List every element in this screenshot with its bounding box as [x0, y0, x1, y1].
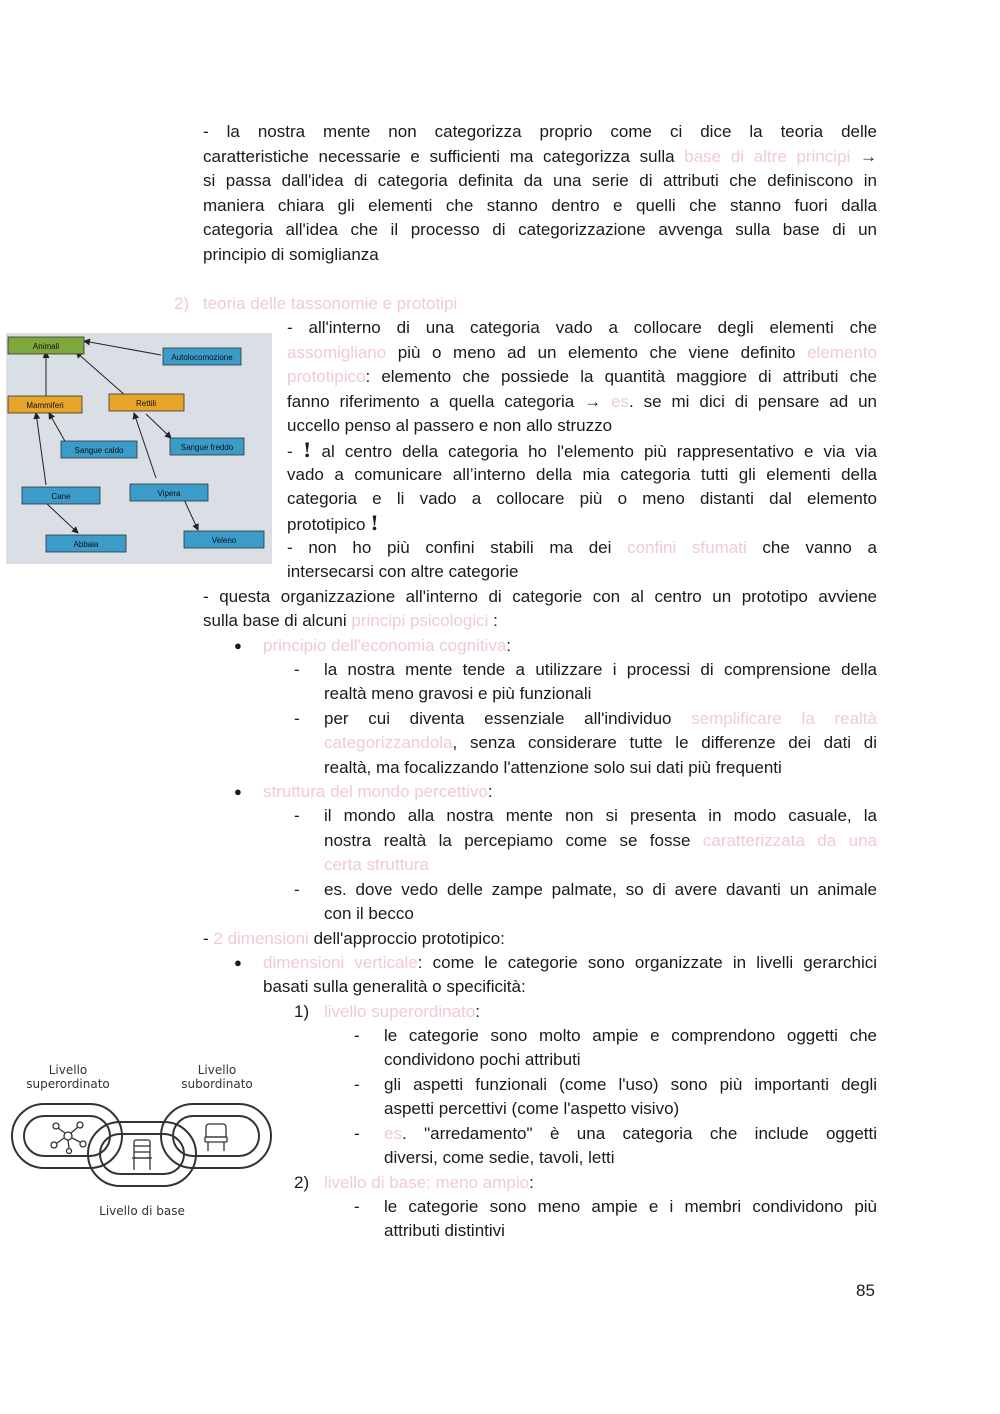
bullet-dot: ●: [234, 955, 242, 970]
section2-title: teoria delle tassonomie e prototipi: [203, 294, 458, 313]
proto-line2: assomigliano più o meno ad un elemento che viene definito elemento: [287, 343, 877, 362]
proto-line6: - ! al centro della categoria ho l'elemento più rappresentativo e via via: [287, 438, 878, 462]
dash-marker: -: [354, 1124, 360, 1143]
bullet1-dash1-line2: realtà meno gravosi e più funzionali: [324, 684, 592, 703]
chain-link-left: [12, 1104, 122, 1168]
proto-line5: uccello penso al passero e non allo struzzo: [287, 416, 613, 435]
dash-marker: -: [294, 660, 300, 679]
proto-line4: fanno riferimento a quella categoria → es. se mi dici di pensare ad un: [287, 392, 877, 411]
para1-line5: categoria all'idea che il processo di categorizzazione avvenga sulla base di un: [203, 220, 877, 239]
dash-marker: -: [294, 880, 300, 899]
bullet2-label: struttura del mondo percettivo:: [263, 782, 493, 801]
bullet-dot: ●: [234, 784, 242, 799]
svg-text:Sangue caldo: Sangue caldo: [74, 446, 124, 455]
node-autolocomozione: [163, 348, 241, 365]
dash-marker: -: [294, 806, 300, 825]
svg-text:Abbaia: Abbaia: [73, 540, 99, 549]
level2-dash1-line2: attributi distintivi: [384, 1221, 505, 1240]
level2-dash1-line1: le categorie sono meno ampie e i membri condividono più: [384, 1197, 877, 1216]
level1-number: 1): [294, 1002, 310, 1021]
basic-level-label: Livello di base: [99, 1204, 185, 1218]
bullet2-dash2-line2: con il becco: [324, 904, 414, 923]
proto-line9: prototipico !: [287, 511, 379, 535]
proto-line1: - all'interno di una categoria vado a collocare degli elementi che: [287, 318, 877, 337]
node-vipera: [130, 484, 208, 501]
bullet1-dash1-line1: la nostra mente tende a utilizzare i processi di comprensione della: [324, 660, 877, 679]
levels-chain-diagram: [6, 1058, 276, 1228]
section2-number: 2): [174, 294, 190, 313]
org-line1: - questa organizzazione all'interno di categorie con al centro un prototipo avviene: [203, 587, 877, 606]
bullet2-dash2-line1: es. dove vedo delle zampe palmate, so di avere davanti un animale: [324, 880, 877, 899]
level1-dash2-line1: gli aspetti funzionali (come l'uso) sono più importanti degli: [384, 1075, 877, 1094]
para1-line4: maniera chiara gli elementi che stanno dentro e quelli che stanno fuori dalla: [203, 196, 877, 215]
proto-line7: vado a comunicare all’interno della mia categoria tutti gli elementi della: [287, 465, 877, 484]
node-cane: [22, 487, 100, 504]
bullet2-dash1-line1: il mondo alla nostra mente non si presenta in modo casuale, la: [324, 806, 877, 825]
svg-text:Rettili: Rettili: [135, 399, 157, 408]
level1-dash1-line2: condividono pochi attributi: [384, 1050, 581, 1069]
taxonomy-diagram: [6, 333, 272, 564]
level1-dash3-line2: diversi, come sedie, tavoli, letti: [384, 1148, 615, 1167]
svg-text:Autolocomozione: Autolocomozione: [171, 353, 233, 362]
svg-text:Animali: Animali: [32, 342, 60, 351]
node-abbaia: [46, 535, 126, 552]
level2-number: 2): [294, 1173, 310, 1192]
node-mammiferi: [8, 396, 82, 413]
bullet2-dash1-line2: nostra realtà la percepiamo come se fosse caratterizzata da una: [324, 831, 877, 850]
subordinate-label-line1: Livello: [197, 1063, 237, 1077]
page-number: 85: [856, 1281, 875, 1300]
dash-marker: -: [354, 1197, 360, 1216]
para1-line3: si passa dall'idea di categoria definita da una serie di attributi che definiscono in: [203, 171, 877, 190]
level1-dash2-line2: aspetti percettivi (come l'aspetto visivo): [384, 1099, 680, 1118]
para1-line6: principio di somiglianza: [203, 245, 379, 264]
svg-text:Veleno: Veleno: [211, 536, 237, 545]
subordinate-label-line2: subordinato: [181, 1077, 253, 1091]
bullet1-dash2-line1: per cui diventa essenziale all'individuo semplificare la realtà: [324, 709, 877, 728]
para1-line2: caratteristiche necessarie e sufficienti ma categorizza sulla base di altre principi →: [203, 147, 877, 166]
superordinate-label-line2: superordinato: [26, 1077, 110, 1091]
level2-label: livello di base: meno ampio:: [324, 1173, 534, 1192]
dash-marker: -: [294, 709, 300, 728]
node-sangue-freddo: [170, 438, 244, 455]
chair-icon: [132, 1140, 152, 1170]
node-rettili: [109, 394, 184, 411]
superordinate-label-line1: Livello: [48, 1063, 88, 1077]
dash-marker: -: [354, 1026, 360, 1045]
para1-line1: - la nostra mente non categorizza proprio come ci dice la teoria delle: [203, 122, 877, 141]
node-sangue-caldo: [61, 441, 137, 458]
bullet2-dash1-line3: certa struttura: [324, 855, 429, 874]
exclamation-icon: !: [302, 438, 312, 462]
node-animali: [8, 337, 84, 354]
proto-line11: intersecarsi con altre categorie: [287, 562, 519, 581]
dash-marker: -: [354, 1075, 360, 1094]
bullet-dot: ●: [234, 638, 242, 653]
svg-text:Cane: Cane: [51, 492, 71, 501]
bullet3-line1: dimensioni verticale: come le categorie sono organizzate in livelli gerarchici: [263, 953, 877, 972]
dimensions-line: - 2 dimensioni dell'approccio prototipico:: [203, 929, 505, 948]
level1-dash1-line1: le categorie sono molto ampie e comprendono oggetti che: [384, 1026, 877, 1045]
org-line2: sulla base di alcuni principi psicologici :: [203, 611, 498, 630]
svg-text:Sangue freddo: Sangue freddo: [180, 443, 234, 452]
level1-label: livello superordinato:: [324, 1002, 480, 1021]
node-veleno: [184, 531, 264, 548]
proto-line8: categoria e li vado a collocare più o meno distanti dal elemento: [287, 489, 877, 508]
network-icon: [51, 1122, 86, 1154]
exclamation-icon: !: [370, 511, 379, 535]
bullet1-dash2-line2: categorizzandola, senza considerare tutte le differenze dei dati di: [324, 733, 877, 752]
armchair-icon: [205, 1124, 227, 1151]
proto-line3: prototipico: elemento che possiede la quantità maggiore di attributi che: [287, 367, 877, 386]
svg-text:Mammiferi: Mammiferi: [26, 401, 64, 410]
level1-dash3-line1: es. "arredamento" è una categoria che include oggetti: [384, 1124, 877, 1143]
proto-line10: - non ho più confini stabili ma dei confini sfumati che vanno a: [287, 538, 878, 557]
bullet3-line2: basati sulla generalità o specificità:: [263, 977, 526, 996]
svg-text:Vipera: Vipera: [157, 489, 181, 498]
chain-link-right: [161, 1104, 271, 1168]
bullet1-dash2-line3: realtà, ma focalizzando l'attenzione solo sui dati più frequenti: [324, 758, 782, 777]
bullet1-label: principio dell'economia cognitiva:: [263, 636, 512, 655]
chain-link-middle: [88, 1122, 196, 1186]
